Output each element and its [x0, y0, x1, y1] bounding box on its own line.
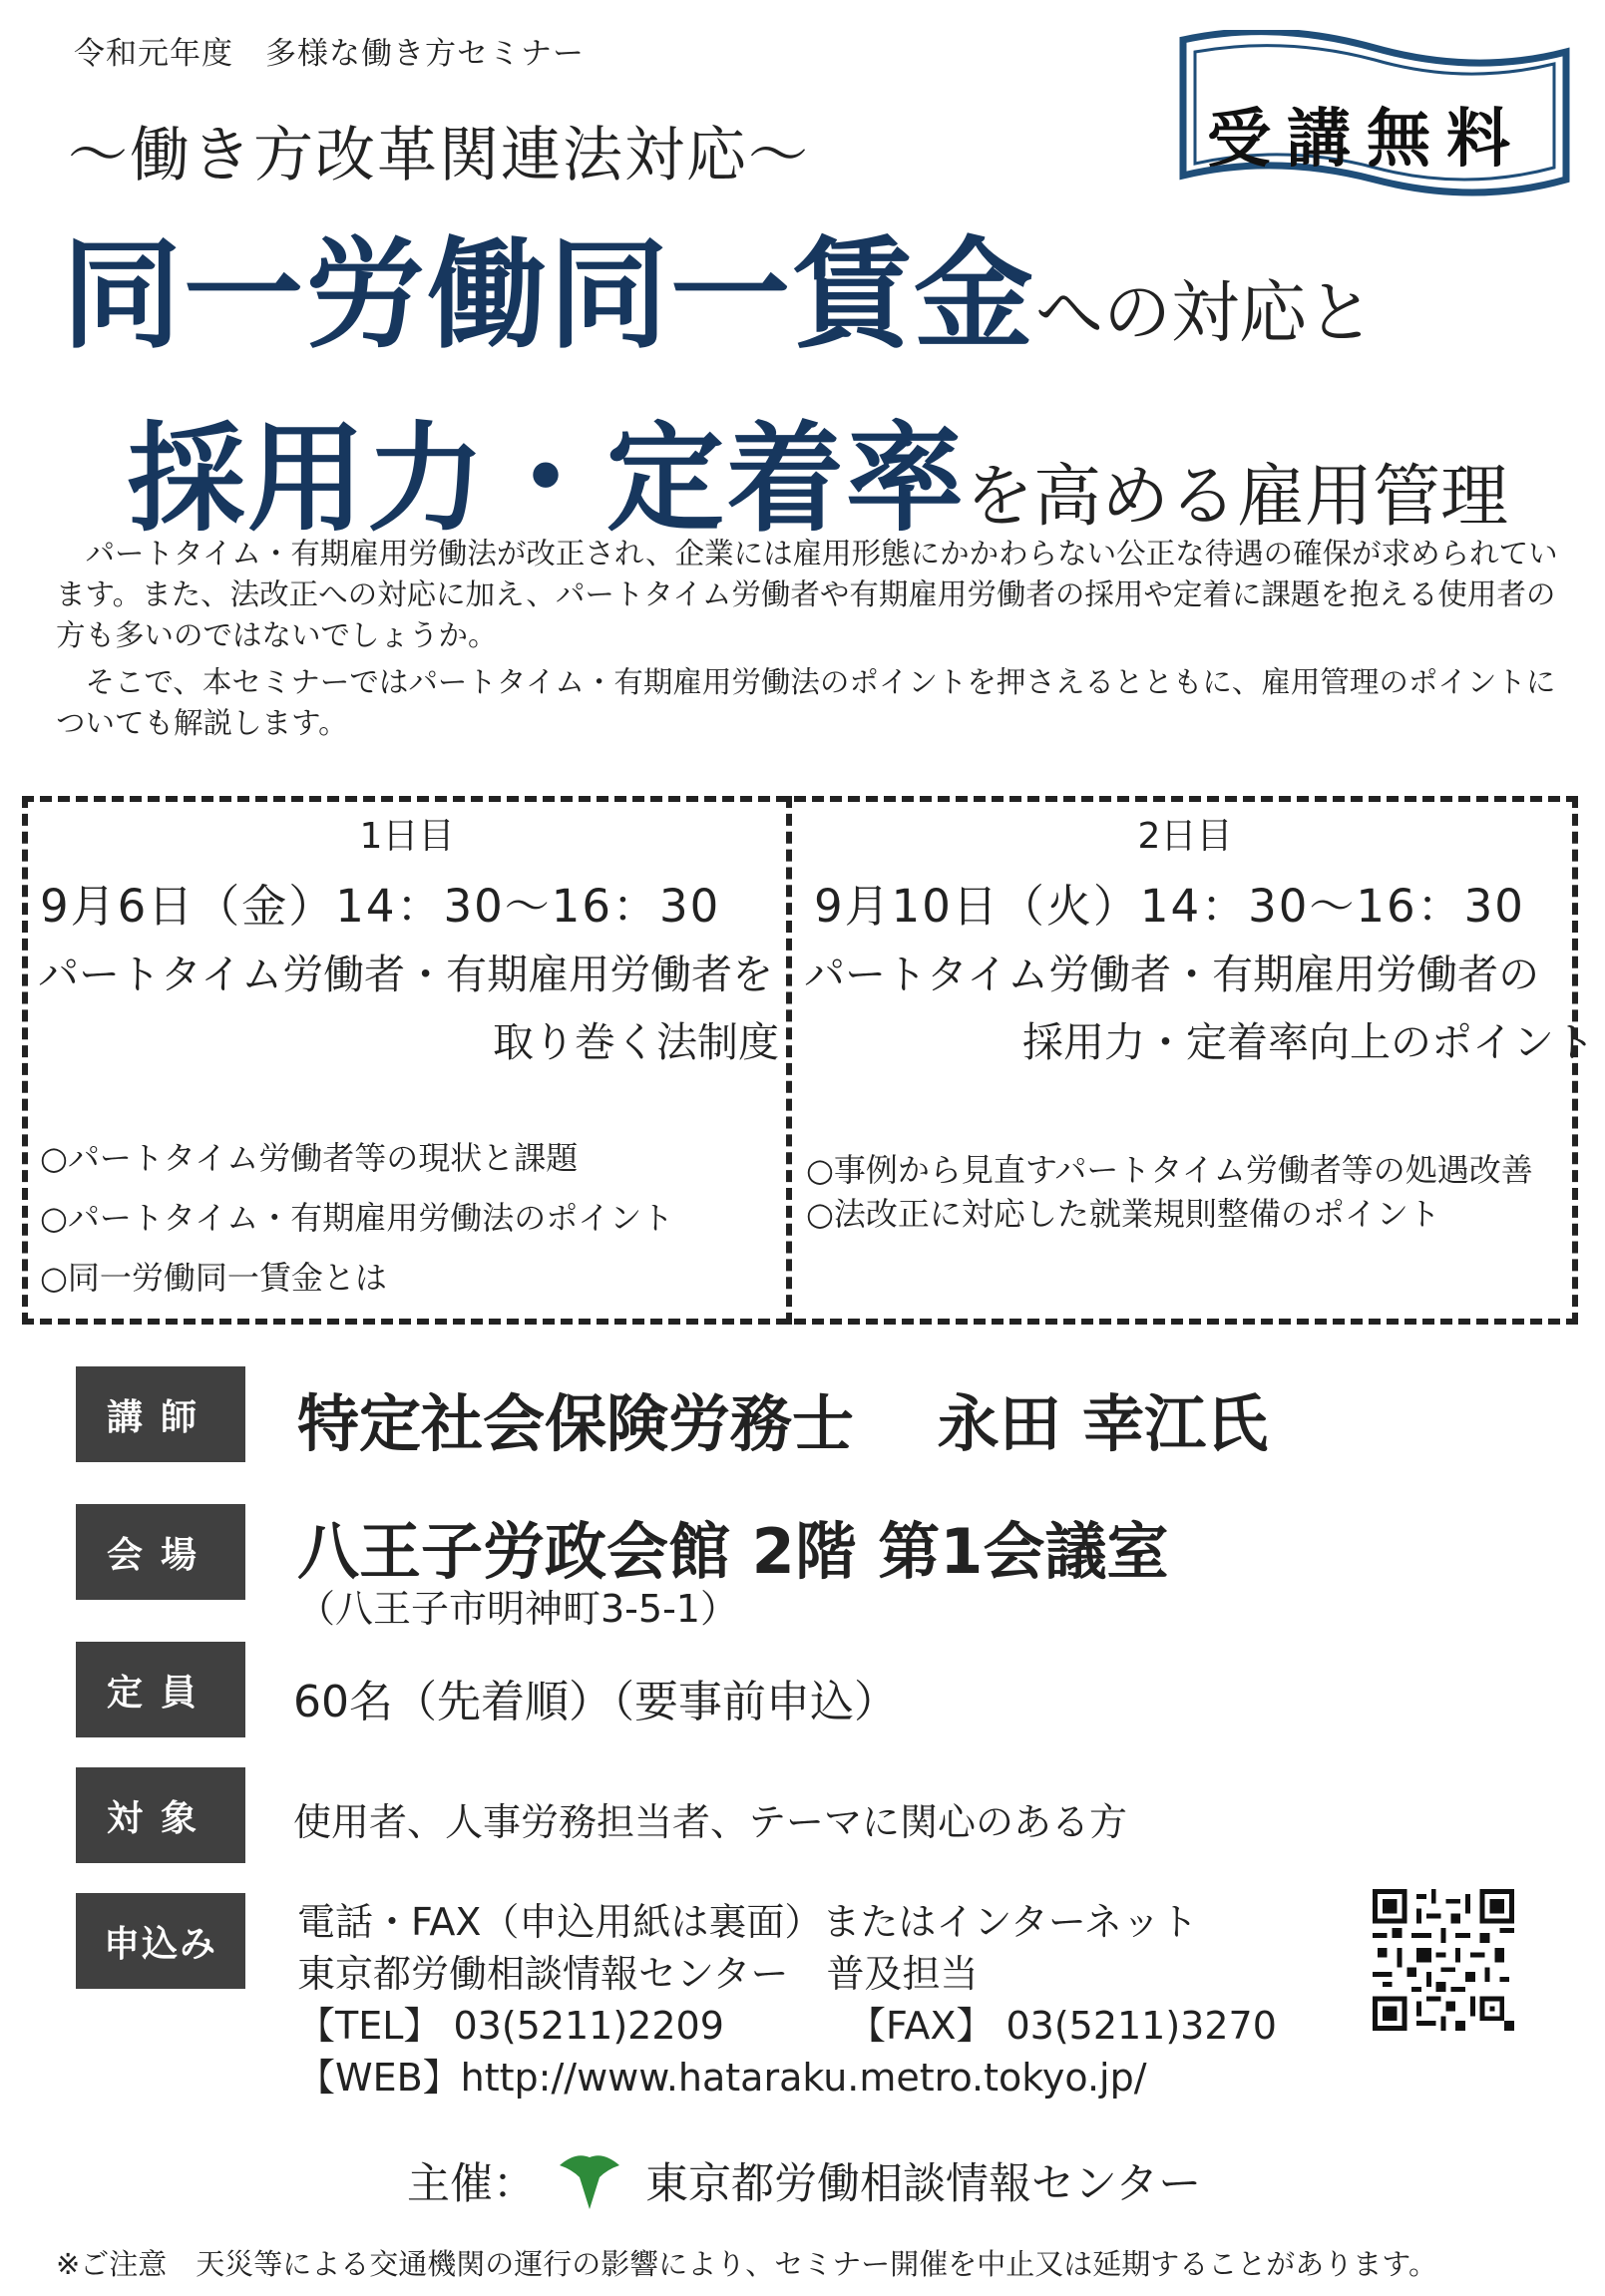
day2-topic-line2: 採用力・定着率向上のポイント [1022, 1018, 1595, 1066]
sponsor-prefix: 主催： [407, 2158, 536, 2209]
tokyo-ginkgo-logo-icon [554, 2149, 625, 2211]
sponsor [407, 2149, 1201, 2211]
day2-date: 9月10日（火）14：30～16：30 [814, 880, 1525, 933]
title-rest-1: への対応と [1035, 274, 1376, 353]
venue-address: （八王子市明神町3-5-1） [297, 1587, 738, 1631]
day1-item: ○同一労働同一賃金とは [40, 1259, 387, 1297]
apply-label: 申込み [76, 1893, 245, 1989]
day1-topic-line2: 取り巻く法制度 [493, 1018, 779, 1066]
day2-label: 2日目 [1137, 816, 1233, 857]
lecturer-value: 特定社会保険労務士 永田 幸江氏 [297, 1387, 1269, 1460]
day2-item: ○事例から見直すパートタイム労働者等の処遇改善 [806, 1151, 1533, 1189]
subtitle: ～働き方改革関連法対応～ [68, 121, 810, 191]
day2-topic-line1: パートタイム労働者・有期雇用労働者の [804, 951, 1540, 998]
day1-topic-line1: パートタイム労働者・有期雇用労働者を [38, 951, 774, 998]
title-emphasis-2: 採用力・定着率 [128, 410, 967, 548]
day1-item: ○パートタイム労働者等の現状と課題 [40, 1139, 579, 1177]
capacity-label: 定員 [76, 1642, 245, 1737]
title-emphasis-1: 同一労働同一賃金 [62, 226, 1035, 365]
main-title-line2 [128, 384, 1508, 554]
apply-fax: 【FAX】 03(5211)3270 [848, 2004, 1277, 2048]
main-title-line1 [62, 199, 1375, 371]
day1-item: ○パートタイム・有期雇用労働法のポイント [40, 1199, 674, 1237]
apply-tel: 【TEL】 03(5211)2209 [297, 2004, 724, 2048]
target-value: 使用者、人事労務担当者、テーマに関心のある方 [293, 1800, 1128, 1844]
intro-text [56, 534, 1562, 744]
target-label: 対象 [76, 1767, 245, 1863]
title-rest-2: を高める雇用管理 [966, 458, 1509, 537]
apply-web-link[interactable]: 【WEB】http://www.hataraku.metro.tokyo.jp/ [297, 2056, 1147, 2100]
venue-label: 会場 [76, 1504, 245, 1600]
qr-code-icon[interactable] [1373, 1889, 1514, 2031]
lecturer-label: 講師 [76, 1366, 245, 1462]
intro-paragraph-2: そこで、本セミナーではパートタイム・有期雇用労働法のポイントを押さえるとともに、雇用管理のポイントについても解説します。 [56, 665, 1556, 740]
apply-line1: 電話・FAX（申込用紙は裏面）またはインターネット [297, 1900, 1198, 1944]
intro-paragraph-1: パートタイム・有期雇用労働法が改正され、企業には雇用形態にかかわらない公正な待遇の確保が求められています。また、法改正への対応に加え、パートタイム労働者や有期雇用労働者の採用や定着に課題を抱える使用者の方も多いのではないでしょうか。 [56, 537, 1558, 652]
apply-line2: 東京都労働相談情報センター 普及担当 [297, 1952, 979, 1996]
notice-text: ※ご注意 天災等による交通機関の運行の影響により、セミナー開催を中止又は延期することがあります。 [56, 2247, 1437, 2281]
day2-item: ○法改正に対応した就業規則整備のポイント [806, 1195, 1440, 1233]
day1-date: 9月6日（金）14：30～16：30 [40, 880, 721, 933]
sponsor-name: 東京都労働相談情報センター [645, 2158, 1202, 2209]
capacity-value: 60名（先着順）（要事前申込） [293, 1677, 898, 1727]
free-badge-label: 受講無料 [1207, 103, 1526, 177]
venue-value: 八王子労政会館 2階 第1会議室 [297, 1515, 1169, 1588]
schedule-divider [786, 796, 792, 1325]
day1-label: 1日目 [359, 816, 455, 857]
event-line: 令和元年度 多様な働き方セミナー [74, 36, 585, 72]
